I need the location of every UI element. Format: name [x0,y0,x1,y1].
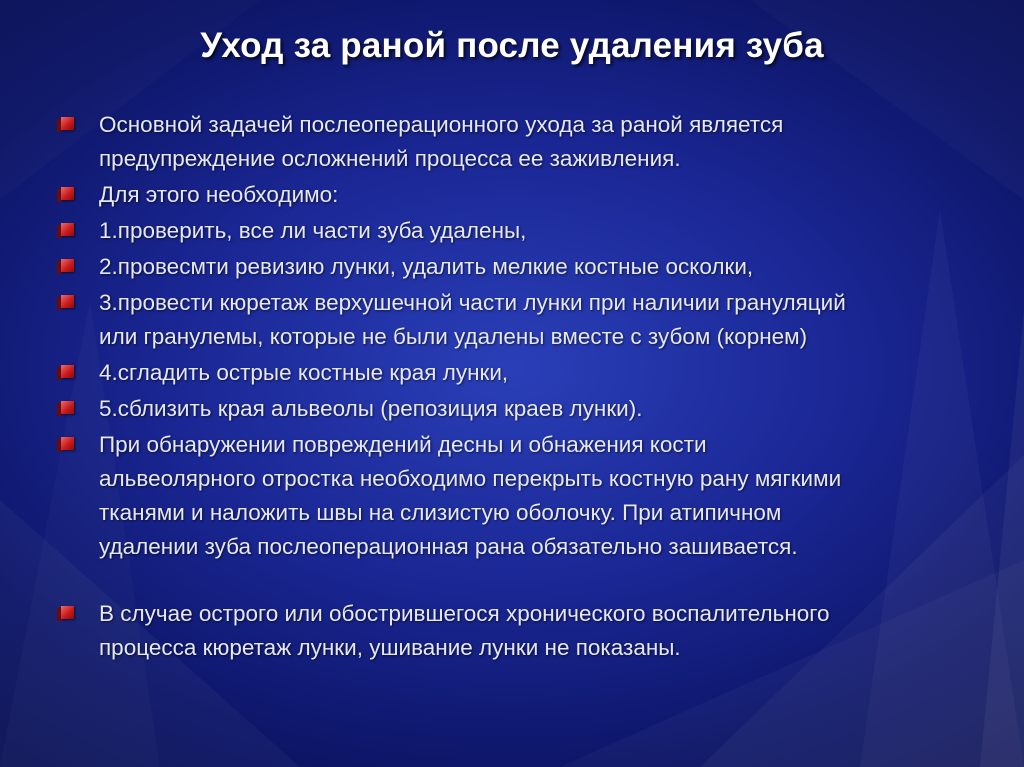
slide-title: Уход за раной после удаления зуба [200,26,824,65]
bullet-list [58,108,998,667]
list-item [58,178,998,212]
list-item [58,392,998,426]
red-square-bullet-icon [61,223,74,236]
red-square-bullet-icon [61,259,74,272]
list-item-line: Для этого необходимо: [99,182,339,207]
red-square-bullet-icon [61,117,74,130]
list-item-line: 5.сблизить края альвеолы (репозиция краев лунки). [99,396,643,421]
list-item [58,597,998,665]
list-item-line: предупреждение осложнений процесса ее заживления. [99,146,681,171]
red-square-bullet-icon [61,401,74,414]
list-item [58,108,998,176]
red-square-bullet-icon [61,437,74,450]
list-item [58,286,998,354]
list-item-line: процесса кюретаж лунки, ушивание лунки не показаны. [99,635,681,660]
list-item-line: тканями и наложить швы на слизистую оболочку. При атипичном [99,500,782,525]
list-item [58,250,998,284]
list-item-line: или гранулемы, которые не были удалены вместе с зубом (корнем) [99,324,808,349]
list-item [58,356,998,390]
list-item-line: При обнаружении повреждений десны и обнажения кости [99,432,707,457]
red-square-bullet-icon [61,187,74,200]
red-square-bullet-icon [61,365,74,378]
list-item [58,214,998,248]
list-item-line: 4.сгладить острые костные края лунки, [99,360,509,385]
red-square-bullet-icon [61,295,74,308]
list-item-line: альвеолярного отростка необходимо перекрыть костную рану мягкими [99,466,842,491]
list-item-line: В случае острого или обострившегося хронического воспалительного [99,601,830,626]
list-item-line: 1.проверить, все ли части зуба удалены, [99,218,527,243]
list-item-line: Основной задачей послеоперационного ухода за раной является [99,112,784,137]
list-item-line: 2.провесмти ревизию лунки, удалить мелкие костные осколки, [99,254,754,279]
list-item-line: удалении зуба послеоперационная рана обязательно зашивается. [99,534,798,559]
list-item-line: 3.провести кюретаж верхушечной части лунки при наличии грануляций [99,290,846,315]
red-square-bullet-icon [61,606,74,619]
list-item [58,428,998,564]
